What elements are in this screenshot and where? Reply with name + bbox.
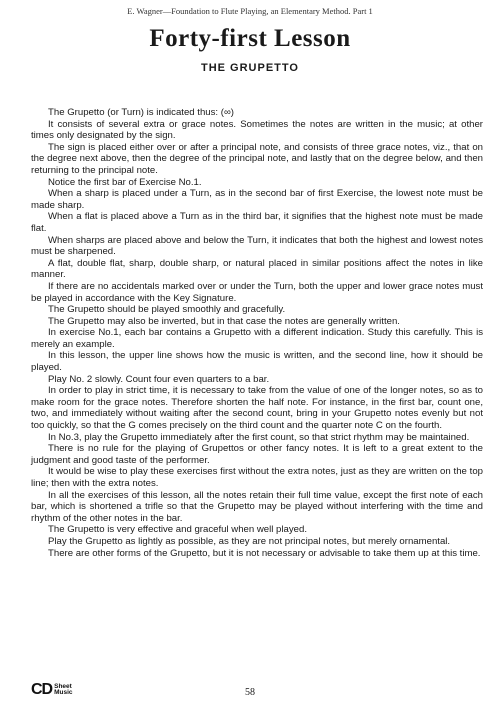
- lesson-subtitle: THE GRUPETTO: [201, 62, 299, 74]
- paragraph: The sign is placed either over or after a principal note, and consists of three grace notes, viz., that on the degree next above, then the degree of the principal note, and lastly that on the degree below, and then returning to the principal note.: [31, 141, 483, 176]
- paragraph: It consists of several extra or grace notes. Sometimes the notes are written in the music; at other times only designated by the sign.: [31, 118, 483, 142]
- paragraph: The Grupetto (or Turn) is indicated thus: (∞): [48, 107, 234, 118]
- paragraph: In this lesson, the upper line shows how the music is written, and the second line, how it should be played.: [31, 350, 483, 374]
- paragraph: Notice the first bar of Exercise No.1.: [48, 176, 202, 188]
- lesson-title: Forty-first Lesson: [149, 25, 351, 52]
- paragraph: The Grupetto may also be inverted, but in that case the notes are generally written.: [48, 315, 400, 327]
- running-header: E. Wagner—Foundation to Flute Playing, an Elementary Method. Part 1: [127, 6, 373, 16]
- paragraph: Play No. 2 slowly. Count four even quarters to a bar.: [48, 373, 270, 385]
- paragraph: A flat, double flat, sharp, double sharp, or natural placed in similar positions affect the notes in like manner.: [31, 257, 483, 281]
- paragraph: In No.3, play the Grupetto immediately after the first count, so that strict rhythm may be maintained.: [48, 431, 470, 443]
- paragraph: When a flat is placed above a Turn as in the third bar, it signifies that the highest note must be made flat.: [31, 211, 483, 234]
- paragraph: In all the exercises of this lesson, all the notes retain their full time value, except the first note of each bar, which is shortened a trifle so that the Grupetto may be played without interfering with the time and rhythm of the other notes in the bar.: [31, 489, 483, 524]
- paragraph: In order to play in strict time, it is necessary to take from the value of one of the longer notes, so as to make room for the grace notes. Therefore shorten the half note. For instance, in the first bar, count one, two, and immediately without waiting after the second count, bring in your Grupetto notes evenly but not too quickly, so that the G comes precisely on the third count and the quarter note C on the fourth.: [31, 385, 483, 432]
- paragraph: When sharps are placed above and below the Turn, it indicates that both the highest and lowest notes must be sharpened.: [31, 234, 483, 258]
- logo-text-line: Sheet: [54, 682, 72, 690]
- logo-text-line: Music: [54, 689, 73, 696]
- paragraph: The Grupetto is very effective and graceful when well played.: [48, 524, 307, 536]
- paragraph: There is no rule for the playing of Grupettos or other fancy notes. It is left to a great extent to the judgment and good taste of the performer.: [31, 443, 483, 466]
- paragraph: When a sharp is placed under a Turn, as in the second bar of first Exercise, the lowest note must be made sharp.: [31, 188, 483, 211]
- lesson-body: [31, 107, 483, 559]
- paragraph: If there are no accidentals marked over or under the Turn, both the upper and lower grace notes must be played in accordance with the Key Signature.: [31, 280, 483, 304]
- logo-mark: CD: [31, 681, 53, 698]
- paragraph: There are other forms of the Grupetto, but it is not necessary or advisable to take them up at this time.: [48, 547, 481, 559]
- paragraph: Play the Grupetto as lightly as possible, as they are not principal notes, but merely ornamental.: [48, 535, 451, 547]
- paragraph: The Grupetto should be played smoothly and gracefully.: [48, 304, 286, 316]
- page-number: 58: [245, 687, 255, 698]
- paragraph: It would be wise to play these exercises first without the extra notes, just as they are written on the top line; then with the extra notes.: [31, 466, 483, 489]
- paragraph: In exercise No.1, each bar contains a Grupetto with a different indication. Study this carefully. This is merely an example.: [31, 327, 483, 350]
